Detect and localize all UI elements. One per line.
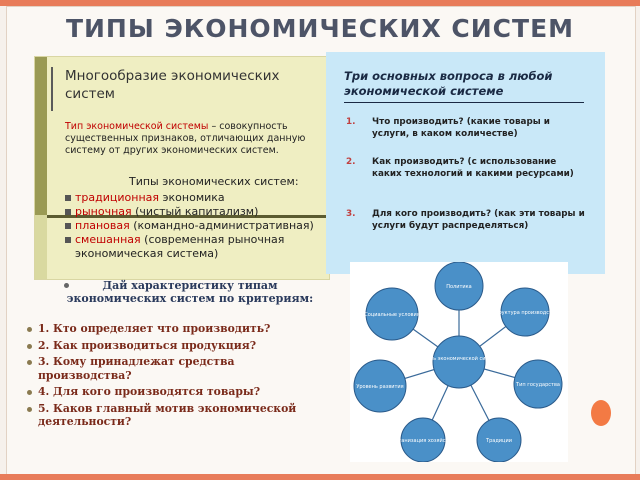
criteria-list [38,322,318,432]
definition-body: – совокупность существенных признаков, отличающих данную систему от других экономических систем. [65,121,306,156]
decorative-dot [591,400,611,426]
type-key: рыночная [75,205,132,218]
economic-model-diagram [350,262,568,462]
questions-heading-text: Три основных вопроса в любой экономической системе [344,69,553,98]
three-questions-slide [326,52,605,274]
node-label: Политика [446,284,472,290]
type-rest: (командно-административная) [129,219,314,232]
question-item [346,116,587,140]
question-item [346,156,587,180]
question-number: 1. [346,117,356,127]
heading-line-1: Многообразие экономических [65,68,280,84]
question-text: Как производить? (с использование каких технологий и какими ресурсами) [372,157,574,179]
definition-text [65,121,335,157]
definition-term: Тип экономической системы [65,121,209,132]
questions-heading [344,69,594,99]
slide-heading [65,67,315,103]
types-heading: Типы экономических систем: [129,175,299,188]
list-item: 2. Как производиться продукция? [38,339,318,353]
center-label: Модель экономической системы [416,356,502,362]
types-list [65,191,335,261]
type-key: смешанная [75,233,141,246]
node-label: Организация хозяйства [391,438,455,444]
heading-vertical-line [51,67,53,111]
type-rest: (современная рыночная экономическая система) [75,233,285,260]
list-item: 3. Кому принадлежат средства производства? [38,355,318,382]
type-rest: (чистый капитализм) [131,205,259,218]
slide-bar [35,57,47,215]
page-title: ТИПЫ ЭКОНОМИЧЕСКИХ СИСТЕМ [65,14,575,43]
list-item [65,205,335,219]
node-label: Традиции [486,438,512,444]
heading-line-2: систем [65,86,115,102]
bottom-stripe [0,474,640,480]
type-key: плановая [75,219,130,232]
center-node [433,336,485,388]
diagram-svg [350,262,568,462]
economic-systems-slide [34,56,330,280]
type-rest: экономика [159,191,225,204]
question-text: Для кого производить? (как эти товары и услуги будут распределяться) [372,209,585,231]
node-label: Уровень развития [356,384,404,390]
list-item [65,219,335,233]
slide-bar-light [35,215,47,279]
node-label: Социальные условия [364,312,420,318]
question-number: 3. [346,209,356,219]
bullet-icon [64,283,69,288]
list-item: 5. Каков главный мотив экономической деятельности? [38,402,318,429]
type-key: традиционная [75,191,159,204]
task-intro-text: Дай характеристику типам экономических систем по критериям: [66,279,314,305]
task-intro [60,279,320,305]
diagram-nodes [354,262,562,462]
list-item [65,233,335,261]
question-number: 2. [346,157,356,167]
list-item: 1. Кто определяет что производить? [38,322,318,336]
question-item [346,208,587,232]
question-text: Что производить? (какие товары и услуги, в каком количестве) [372,117,550,139]
node-label: Структура производства [492,310,558,316]
list-item [65,191,335,205]
heading-underline [344,102,584,103]
list-item: 4. Для кого производятся товары? [38,385,318,399]
node-label: Тип государства [516,382,560,388]
